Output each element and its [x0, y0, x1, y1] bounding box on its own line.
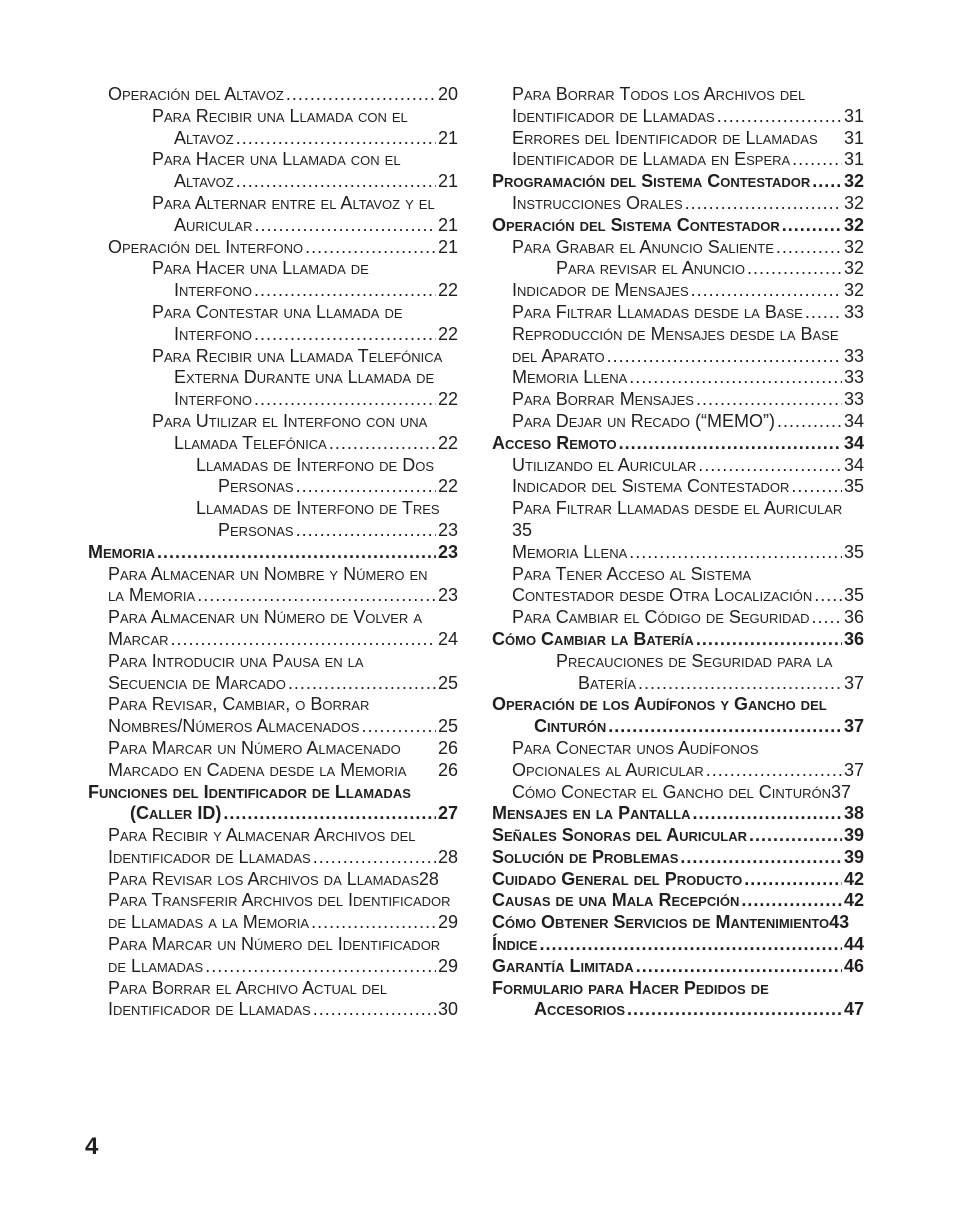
toc-entry	[88, 782, 458, 804]
toc-entry	[492, 542, 864, 564]
toc-entry-page: 37	[843, 716, 864, 737]
toc-entry-page: 24	[437, 628, 458, 649]
dot-leader	[805, 302, 842, 324]
toc-entry-page: 21	[437, 214, 458, 235]
toc-entry-title: Llamadas de Interfono de Tres	[196, 498, 440, 519]
toc-entry-title: Programación del Sistema Contestador	[492, 171, 811, 192]
toc-entry	[492, 825, 864, 847]
toc-entry-page: 21	[437, 236, 458, 257]
dot-leader	[792, 149, 842, 171]
toc-entry-page: 32	[843, 236, 864, 257]
toc-entry	[492, 324, 864, 346]
dot-leader	[629, 367, 842, 389]
toc-entry-title: Para Almacenar un Número de Volver a	[108, 607, 422, 628]
toc-entry	[492, 346, 864, 368]
toc-entry-page: 33	[843, 345, 864, 366]
toc-entry	[88, 455, 458, 477]
toc-entry-title: Memoria	[88, 541, 155, 562]
toc-entry-title: (Caller ID)	[130, 803, 222, 824]
toc-entry-title: Marcado en Cadena desde la Memoria	[108, 759, 407, 780]
toc-entry-page: 30	[437, 999, 458, 1020]
toc-entry-title: Para Hacer una Llamada con el	[152, 149, 401, 170]
toc-entry-title: Para Marcar un Número del Identificador	[108, 934, 441, 955]
toc-entry-page: 22	[437, 280, 458, 301]
toc-entry-title: Para Conectar unos Audífonos	[512, 737, 759, 758]
toc-entry-title: Cómo Obtener Servicios de Mantenimiento43	[492, 912, 850, 933]
toc-entry	[88, 346, 458, 368]
toc-entry	[88, 825, 458, 847]
toc-entry	[492, 564, 864, 586]
toc-entry-title: Formulario para Hacer Pedidos de	[492, 977, 769, 998]
toc-entry	[88, 280, 458, 302]
toc-entry-page: 23	[437, 519, 458, 540]
toc-entry	[88, 389, 458, 411]
toc-entry-title: de Llamadas a la Memoria	[108, 912, 310, 933]
dot-leader	[814, 585, 842, 607]
toc-entry	[492, 433, 864, 455]
dot-leader	[741, 890, 842, 912]
toc-entry-title: Para Tener Acceso al Sistema	[512, 563, 752, 584]
toc-entry-title: Memoria Llena	[512, 367, 628, 388]
toc-entry	[492, 651, 864, 673]
toc-entry-page: 32	[843, 171, 864, 192]
toc-entry-page: 35	[843, 541, 864, 562]
toc-entry-page: 42	[843, 868, 864, 889]
toc-entry	[492, 716, 864, 738]
toc-entry-page: 22	[437, 389, 458, 410]
toc-entry	[492, 869, 864, 891]
toc-entry-title: Indicador de Mensajes	[512, 280, 689, 301]
toc-entry	[88, 651, 458, 673]
toc-entry-page: 32	[843, 280, 864, 301]
dot-leader	[171, 629, 436, 651]
toc-entry-title: Altavoz	[174, 171, 234, 192]
toc-entry-title: la Memoria	[108, 585, 196, 606]
toc-entry-page: 32	[843, 214, 864, 235]
toc-entry	[88, 171, 458, 193]
toc-entry-title: Memoria Llena	[512, 541, 628, 562]
toc-entry-title: Opcionales al Auricular	[512, 759, 704, 780]
toc-entry	[492, 367, 864, 389]
toc-entry-title: Para Transferir Archivos del Identificador	[108, 890, 451, 911]
dot-leader	[777, 411, 842, 433]
toc-entry	[88, 912, 458, 934]
toc-entry-page: 34	[843, 454, 864, 475]
toc-entry-title: Identificador de Llamadas	[108, 999, 311, 1020]
toc-entry-page: 34	[843, 410, 864, 431]
toc-entry-title: Marcar	[108, 628, 169, 649]
toc-entry	[492, 629, 864, 651]
toc-entry	[88, 673, 458, 695]
toc-entry-title: Índice	[492, 934, 538, 955]
dot-leader	[361, 716, 436, 738]
dot-leader	[305, 237, 436, 259]
toc-entry-title: Interfono	[174, 389, 252, 410]
toc-entry-page: 32	[843, 258, 864, 279]
toc-entry	[492, 912, 864, 934]
toc-entry	[492, 760, 864, 782]
toc-entry-title: Instrucciones Orales	[512, 192, 683, 213]
dot-leader	[157, 542, 436, 564]
toc-entry-page: 46	[843, 955, 864, 976]
toc-entry	[492, 455, 864, 477]
toc-entry-page: 26	[437, 737, 458, 758]
toc-entry	[492, 389, 864, 411]
toc-entry	[492, 280, 864, 302]
toc-entry-title: Para Almacenar un Nombre y Número en	[108, 563, 428, 584]
toc-entry-title: Cinturón	[534, 716, 607, 737]
toc-entry-title: Para Revisar los Archivos da Llamadas28	[108, 868, 439, 889]
dot-leader	[696, 389, 842, 411]
toc-entry	[492, 237, 864, 259]
toc-entry	[88, 585, 458, 607]
toc-entry-page: 21	[437, 127, 458, 148]
toc-entry-page: 38	[843, 803, 864, 824]
dot-leader	[296, 520, 436, 542]
toc-entry-title: Solución de Problemas	[492, 846, 679, 867]
toc-entry	[492, 607, 864, 629]
dot-leader	[629, 542, 842, 564]
toc-entry	[88, 106, 458, 128]
dot-leader	[286, 84, 436, 106]
toc-entry-page: 31	[843, 149, 864, 170]
dot-leader	[539, 934, 842, 956]
toc-entry	[88, 433, 458, 455]
page-number: 4	[85, 1133, 99, 1160]
toc-entry-title: Para Recibir y Almacenar Archivos del	[108, 825, 416, 846]
toc-entry-title: Para revisar el Anuncio	[556, 258, 746, 279]
toc-entry-title: Identificador de Llamadas	[108, 846, 311, 867]
toc-entry	[492, 215, 864, 237]
dot-leader	[706, 760, 842, 782]
toc-entry-title: Errores del Identificador de Llamadas	[512, 127, 818, 148]
toc-entry	[88, 215, 458, 237]
toc-entry-page: 39	[843, 825, 864, 846]
toc-entry	[88, 128, 458, 150]
toc-entry-title: Batería	[578, 672, 636, 693]
dot-leader	[627, 999, 842, 1021]
toc-entry	[88, 607, 458, 629]
toc-entry-title: Funciones del Identificador de Llamadas	[88, 781, 411, 802]
toc-entry	[88, 803, 458, 825]
toc-entry-title: Interfono	[174, 280, 252, 301]
dot-leader	[254, 324, 436, 346]
toc-entry	[492, 738, 864, 760]
dot-leader	[313, 999, 436, 1021]
toc-entry	[88, 149, 458, 171]
toc-entry	[88, 934, 458, 956]
toc-entry-title: Para Revisar, Cambiar, o Borrar	[108, 694, 370, 715]
toc-entry	[492, 847, 864, 869]
toc-entry	[492, 149, 864, 171]
toc-entry-page: 44	[843, 934, 864, 955]
toc-entry	[88, 978, 458, 1000]
toc-entry-title: Externa Durante una Llamada de	[174, 367, 435, 388]
dot-leader	[685, 193, 842, 215]
dot-leader	[812, 607, 842, 629]
dot-leader	[693, 803, 842, 825]
toc-entry-page: 37	[843, 672, 864, 693]
toc-entry	[88, 411, 458, 433]
toc-entry-title: Llamada Telefónica	[174, 432, 327, 453]
dot-leader	[696, 629, 842, 651]
dot-leader	[749, 825, 842, 847]
toc-entry	[88, 716, 458, 738]
toc-entry-page: 33	[843, 301, 864, 322]
toc-entry-title: Para Cambiar el Código de Seguridad	[512, 607, 810, 628]
toc-entry	[492, 258, 864, 280]
toc-entry	[492, 978, 864, 1000]
toc-entry	[492, 782, 864, 804]
toc-entry-title: Personas	[218, 476, 294, 497]
dot-leader	[288, 673, 436, 695]
toc-entry-page: 39	[843, 846, 864, 867]
toc-entry-title: Acceso Remoto	[492, 432, 617, 453]
toc-entry-page: 37	[843, 759, 864, 780]
toc-entry	[88, 520, 458, 542]
toc-entry-page: 25	[437, 716, 458, 737]
dot-leader	[717, 106, 842, 128]
dot-leader	[223, 803, 436, 825]
toc-entry-page: 20	[437, 84, 458, 104]
toc-entry-page: 33	[843, 389, 864, 410]
toc-entry-title: Para Introducir una Pausa en la	[108, 650, 364, 671]
dot-leader	[313, 847, 436, 869]
toc-entry-page: 28	[437, 846, 458, 867]
toc-entry-title: Para Recibir una Llamada Telefónica	[152, 345, 443, 366]
toc-entry-title: Garantía Limitada	[492, 955, 634, 976]
toc-entry-title: Utilizando el Auricular	[512, 454, 697, 475]
toc-entry	[492, 520, 864, 542]
toc-entry-page: 22	[437, 432, 458, 453]
dot-leader	[197, 585, 436, 607]
toc-entry-title: Para Hacer una Llamada de	[152, 258, 369, 279]
toc-entry-title: Señales Sonoras del Auricular	[492, 825, 748, 846]
toc-entry	[88, 629, 458, 651]
dot-leader	[636, 956, 842, 978]
toc-entry	[492, 84, 864, 106]
dot-leader	[782, 215, 842, 237]
toc-entry	[88, 542, 458, 564]
dot-leader	[791, 476, 842, 498]
toc-entry-page: 26	[437, 759, 458, 780]
toc-entry-title: Nombres/Números Almacenados	[108, 716, 360, 737]
toc-entry-page: 22	[437, 323, 458, 344]
toc-entry	[88, 498, 458, 520]
dot-leader	[254, 389, 436, 411]
dot-leader	[776, 237, 842, 259]
toc-entry-page: 21	[437, 171, 458, 192]
toc-entry-title: Para Borrar el Archivo Actual del	[108, 977, 388, 998]
toc-entry-title: Indicador del Sistema Contestador	[512, 476, 790, 497]
toc-entry-page: 29	[437, 912, 458, 933]
dot-leader	[329, 433, 436, 455]
toc-entry-title: Para Borrar Mensajes	[512, 389, 694, 410]
toc-entry-page: 35	[843, 585, 864, 606]
toc-entry	[88, 302, 458, 324]
toc-entry-page: 34	[843, 432, 864, 453]
toc-entry-page: 31	[843, 127, 864, 148]
toc-entry-title: Cuidado General del Producto	[492, 868, 743, 889]
toc-column-left	[88, 84, 458, 1021]
toc-entry	[88, 324, 458, 346]
toc-entry-page: 36	[843, 628, 864, 649]
toc-entry	[492, 585, 864, 607]
toc-entry	[492, 128, 864, 150]
toc-entry-title: de Llamadas	[108, 955, 204, 976]
toc-entry	[88, 84, 458, 106]
toc-entry	[492, 694, 864, 716]
toc-entry-title: Altavoz	[174, 127, 234, 148]
toc-entry-title: Auricular	[174, 214, 253, 235]
toc-entry-title: Interfono	[174, 323, 252, 344]
toc-entry	[88, 760, 458, 782]
toc-entry	[492, 171, 864, 193]
dot-leader	[205, 956, 436, 978]
toc-entry-title: Mensajes en la Pantalla	[492, 803, 691, 824]
toc-entry	[492, 498, 864, 520]
toc-entry	[88, 237, 458, 259]
toc-column-right	[492, 84, 864, 1021]
dot-leader	[747, 258, 842, 280]
toc-entry-title: Secuencia de Marcado	[108, 672, 286, 693]
toc-entry-title: 35	[512, 519, 533, 540]
toc-entry	[492, 193, 864, 215]
toc-entry	[88, 847, 458, 869]
toc-entry-page: 29	[437, 955, 458, 976]
toc-entry-title: Para Grabar el Anuncio Saliente	[512, 236, 774, 257]
toc-entry	[492, 890, 864, 912]
toc-entry-title: Precauciones de Seguridad para la	[556, 650, 833, 671]
dot-leader	[638, 673, 842, 695]
toc-entry-title: Para Alternar entre el Altavoz y el	[152, 192, 435, 213]
dot-leader	[236, 128, 436, 150]
toc-entry-title: Accesorios	[534, 999, 626, 1020]
toc-entry-page: 36	[843, 607, 864, 628]
toc-entry-title: Cómo Conectar el Gancho del Cinturón37	[512, 781, 852, 802]
toc-entry-page: 31	[843, 105, 864, 126]
toc-entry-title: Identificador de Llamada en Espera	[512, 149, 791, 170]
toc-entry-title: Operación del Interfono	[108, 236, 304, 257]
toc-entry-page: 42	[843, 890, 864, 911]
toc-entry-page: 27	[437, 803, 458, 824]
toc-entry-title: Para Filtrar Llamadas desde la Base	[512, 301, 803, 322]
toc-entry-page: 23	[437, 541, 458, 562]
toc-entry-title: Cómo Cambiar la Batería	[492, 628, 694, 649]
toc-entry-title: Para Contestar una Llamada de	[152, 301, 403, 322]
toc-entry	[492, 476, 864, 498]
toc-entry	[492, 106, 864, 128]
toc-entry	[88, 694, 458, 716]
toc-entry-title: Reproducción de Mensajes desde la Base	[512, 323, 839, 344]
toc-entry-title: Contestador desde Otra Localización	[512, 585, 813, 606]
dot-leader	[254, 215, 436, 237]
dot-leader	[691, 280, 842, 302]
toc-entry	[492, 673, 864, 695]
toc-entry	[88, 193, 458, 215]
toc-entry-title: Para Marcar un Número Almacenado	[108, 737, 401, 758]
toc-entry	[88, 564, 458, 586]
dot-leader	[607, 346, 842, 368]
toc-entry-title: Para Borrar Todos los Archivos del	[512, 84, 806, 104]
toc-entry	[492, 999, 864, 1021]
toc-entry	[88, 258, 458, 280]
toc-entry	[88, 869, 458, 891]
toc-entry-title: Para Filtrar Llamadas desde el Auricular	[512, 498, 843, 519]
toc-entry-title: Operación del Sistema Contestador	[492, 214, 780, 235]
toc-entry-page: 25	[437, 672, 458, 693]
toc-entry	[88, 738, 458, 760]
toc-entry-title: Operación de los Audífonos y Gancho del	[492, 694, 827, 715]
dot-leader	[236, 171, 436, 193]
toc-entry-page: 22	[437, 476, 458, 497]
toc-entry-title: Para Utilizar el Interfono con una	[152, 410, 428, 431]
toc-entry-title: Para Recibir una Llamada con el	[152, 105, 408, 126]
toc-entry	[492, 956, 864, 978]
toc-entry	[88, 890, 458, 912]
dot-leader	[680, 847, 842, 869]
dot-leader	[296, 476, 436, 498]
toc-entry	[88, 956, 458, 978]
toc-entry	[492, 803, 864, 825]
toc-entry-title: Para Dejar un Recado (“MEMO”)	[512, 410, 775, 431]
dot-leader	[254, 280, 436, 302]
toc-entry-title: Identificador de Llamadas	[512, 105, 715, 126]
toc-entry-title: del Aparato	[512, 345, 605, 366]
dot-leader	[619, 433, 842, 455]
toc-entry-title: Operación del Altavoz	[108, 84, 284, 104]
toc-entry-title: Llamadas de Interfono de Dos	[196, 454, 434, 475]
toc-entry-page: 32	[843, 192, 864, 213]
toc-entry-page: 35	[843, 476, 864, 497]
toc-entry	[88, 999, 458, 1021]
toc-entry	[88, 476, 458, 498]
toc-entry-title: Causas de una Mala Recepción	[492, 890, 740, 911]
dot-leader	[812, 171, 842, 193]
toc-entry-page: 33	[843, 367, 864, 388]
dot-leader	[608, 716, 842, 738]
toc-entry-page: 23	[437, 585, 458, 606]
toc-entry	[492, 302, 864, 324]
dot-leader	[311, 912, 436, 934]
toc-entry-page: 47	[843, 999, 864, 1020]
toc-entry-title: Personas	[218, 519, 294, 540]
toc-entry	[88, 367, 458, 389]
toc-entry	[492, 934, 864, 956]
dot-leader	[698, 455, 842, 477]
toc-entry	[492, 411, 864, 433]
dot-leader	[744, 869, 842, 891]
